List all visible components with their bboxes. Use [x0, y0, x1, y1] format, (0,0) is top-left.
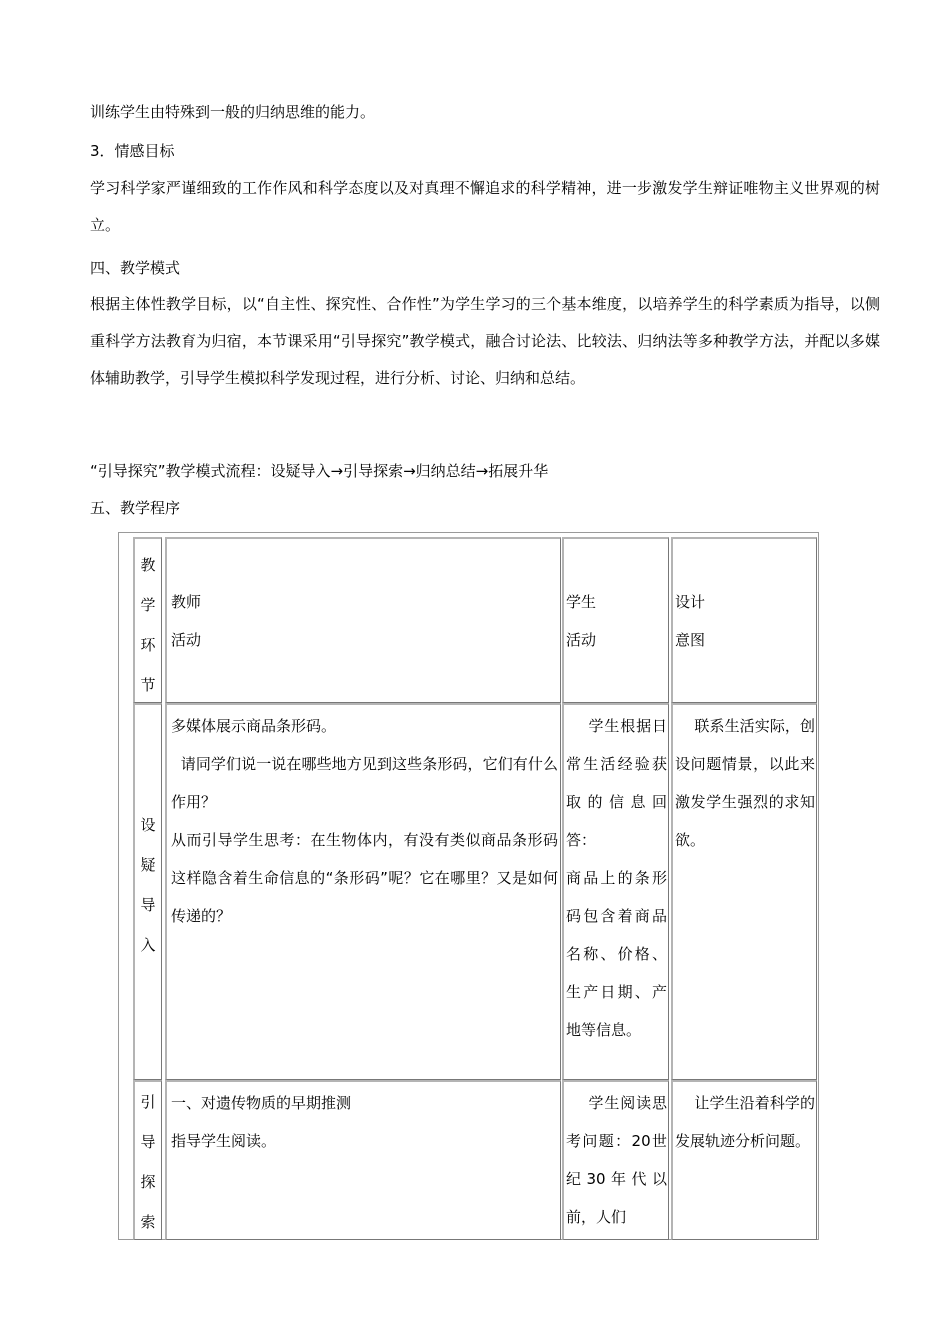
header-teacher-activity: 教师 活动 — [165, 537, 561, 703]
design-intent-cell: 让学生沿着科学的发展轨迹分析问题。 — [671, 1080, 817, 1240]
teacher-activity-cell: 多媒体展示商品条形码。 请同学们说一说在哪些地方见到这些条形码，它们有什么作用？ 从而引导学生思考：在生物体内，有没有类似商品条形码这样隐含着生命信息的“条形码”呢？它在哪里？又是如何传递的？ — [165, 703, 561, 1080]
paragraph-training: 训练学生由特殊到一般的归纳思维的能力。 — [90, 103, 376, 121]
teacher-activity-cell: 一、对遗传物质的早期推测 指导学生阅读。 — [165, 1080, 561, 1240]
heading-emotion-goal: 3．情感目标 — [90, 142, 175, 160]
student-activity-cell: 学生阅读思考问题：20世纪30年代以前，人们 — [562, 1080, 669, 1240]
stage-cell: 引导探索 — [133, 1080, 162, 1240]
header-student-activity: 学生 活动 — [562, 537, 669, 703]
paragraph-mode-flow: “引导探究”教学模式流程：设疑导入→引导探索→归纳总结→拓展升华 — [90, 462, 549, 480]
heading-teaching-mode: 四、教学模式 — [90, 259, 181, 277]
student-activity-cell: 学生根据日常生活经验获取的信息回答： 商品上的条形码包含着商品名称、价格、生产日期、产地等信息。 — [562, 703, 669, 1080]
design-intent-cell: 联系生活实际，创设问题情景，以此来激发学生强烈的求知欲。 — [671, 703, 817, 1080]
header-design-intent: 设计 意图 — [671, 537, 817, 703]
teaching-procedure-table — [118, 532, 819, 1240]
stage-cell: 设疑导入 — [133, 703, 162, 1080]
header-stage: 教学环节 — [133, 537, 162, 703]
heading-teaching-procedure: 五、教学程序 — [90, 499, 181, 517]
paragraph-teaching-mode: 根据主体性教学目标，以“自主性、探究性、合作性”为学生学习的三个基本维度，以培养学生的科学素质为指导，以侧重科学方法教育为归宿，本节课采用“引导探究”教学模式，融合讨论法、比较法、归纳法等多种教学方法，并配以多媒体辅助教学，引导学生模拟科学发现过程，进行分析、讨论、归纳和总结。 — [90, 295, 880, 387]
paragraph-emotion-goal: 学习科学家严谨细致的工作作风和科学态度以及对真理不懈追求的科学精神，进一步激发学生辩证唯物主义世界观的树立。 — [90, 179, 880, 234]
